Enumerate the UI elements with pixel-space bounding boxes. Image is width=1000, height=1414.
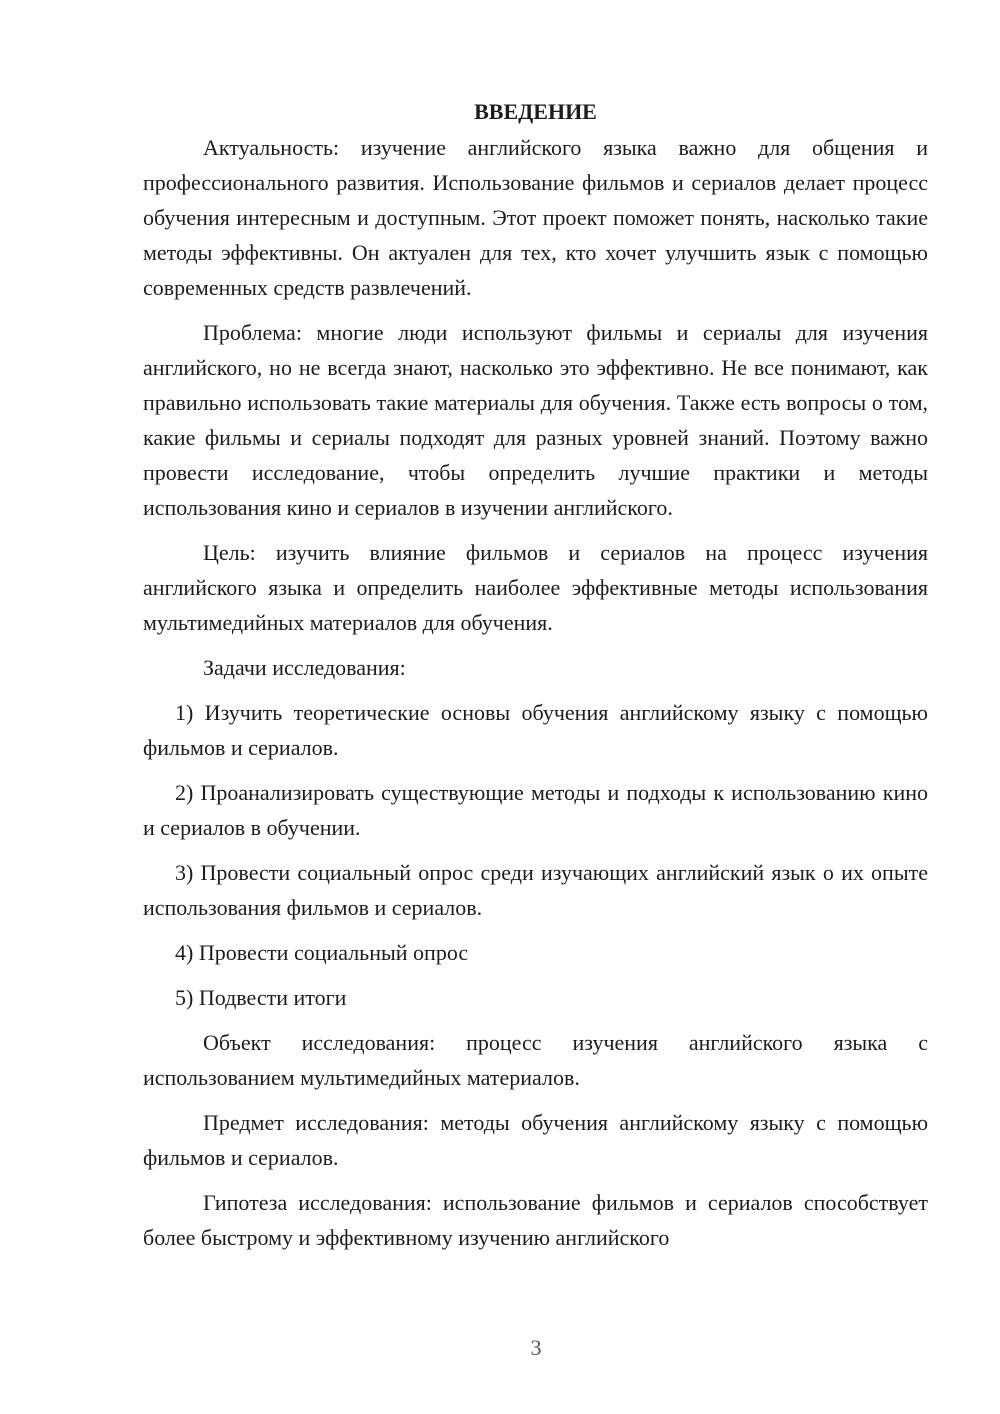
document-page [143, 94, 928, 1265]
paragraph-hypothesis: Гипотеза исследования: использование фильмов и сериалов способствует более быстрому и эффективному изучению английского [143, 1190, 928, 1250]
page-number: 3 [530, 1335, 542, 1360]
task-item-2: 2) Проанализировать существующие методы и подходы к использованию кино и сериалов в обучении. [143, 780, 928, 840]
paragraph-relevance: Актуальность: изучение английского языка важно для общения и профессионального развития. Использование фильмов и сериалов делает процесс обучения интересным и доступным. Этот проект поможет понять, насколько такие методы эффективны. Он актуален для тех, кто хочет улучшить язык с помощью современных средств развлечений. [143, 135, 928, 300]
section-title: ВВЕДЕНИЕ [474, 99, 597, 124]
paragraph-object: Объект исследования: процесс изучения английского языка с использованием мультимедийных материалов. [143, 1030, 928, 1090]
task-item-3: 3) Провести социальный опрос среди изучающих английский язык о их опыте использования фильмов и сериалов. [143, 860, 928, 920]
task-item-5: 5) Подвести итоги [175, 985, 347, 1010]
paragraph-tasks-heading: Задачи исследования: [203, 655, 406, 680]
paragraph-problem: Проблема: многие люди используют фильмы и сериалы для изучения английского, но не всегда знают, насколько это эффективно. Не все понимают, как правильно использовать такие материалы для обучения. Также есть вопросы о том, какие фильмы и сериалы подходят для разных уровней знаний. Поэтому важно провести исследование, чтобы определить лучшие практики и методы использования кино и сериалов в изучении английского. [143, 320, 928, 520]
task-item-4: 4) Провести социальный опрос [175, 940, 469, 965]
paragraph-subject: Предмет исследования: методы обучения английскому языку с помощью фильмов и сериалов. [143, 1110, 928, 1170]
task-item-1: 1) Изучить теоретические основы обучения английскому языку с помощью фильмов и сериалов. [143, 700, 928, 760]
paragraph-goal: Цель: изучить влияние фильмов и сериалов на процесс изучения английского языка и определить наиболее эффективные методы использования мультимедийных материалов для обучения. [143, 540, 928, 635]
